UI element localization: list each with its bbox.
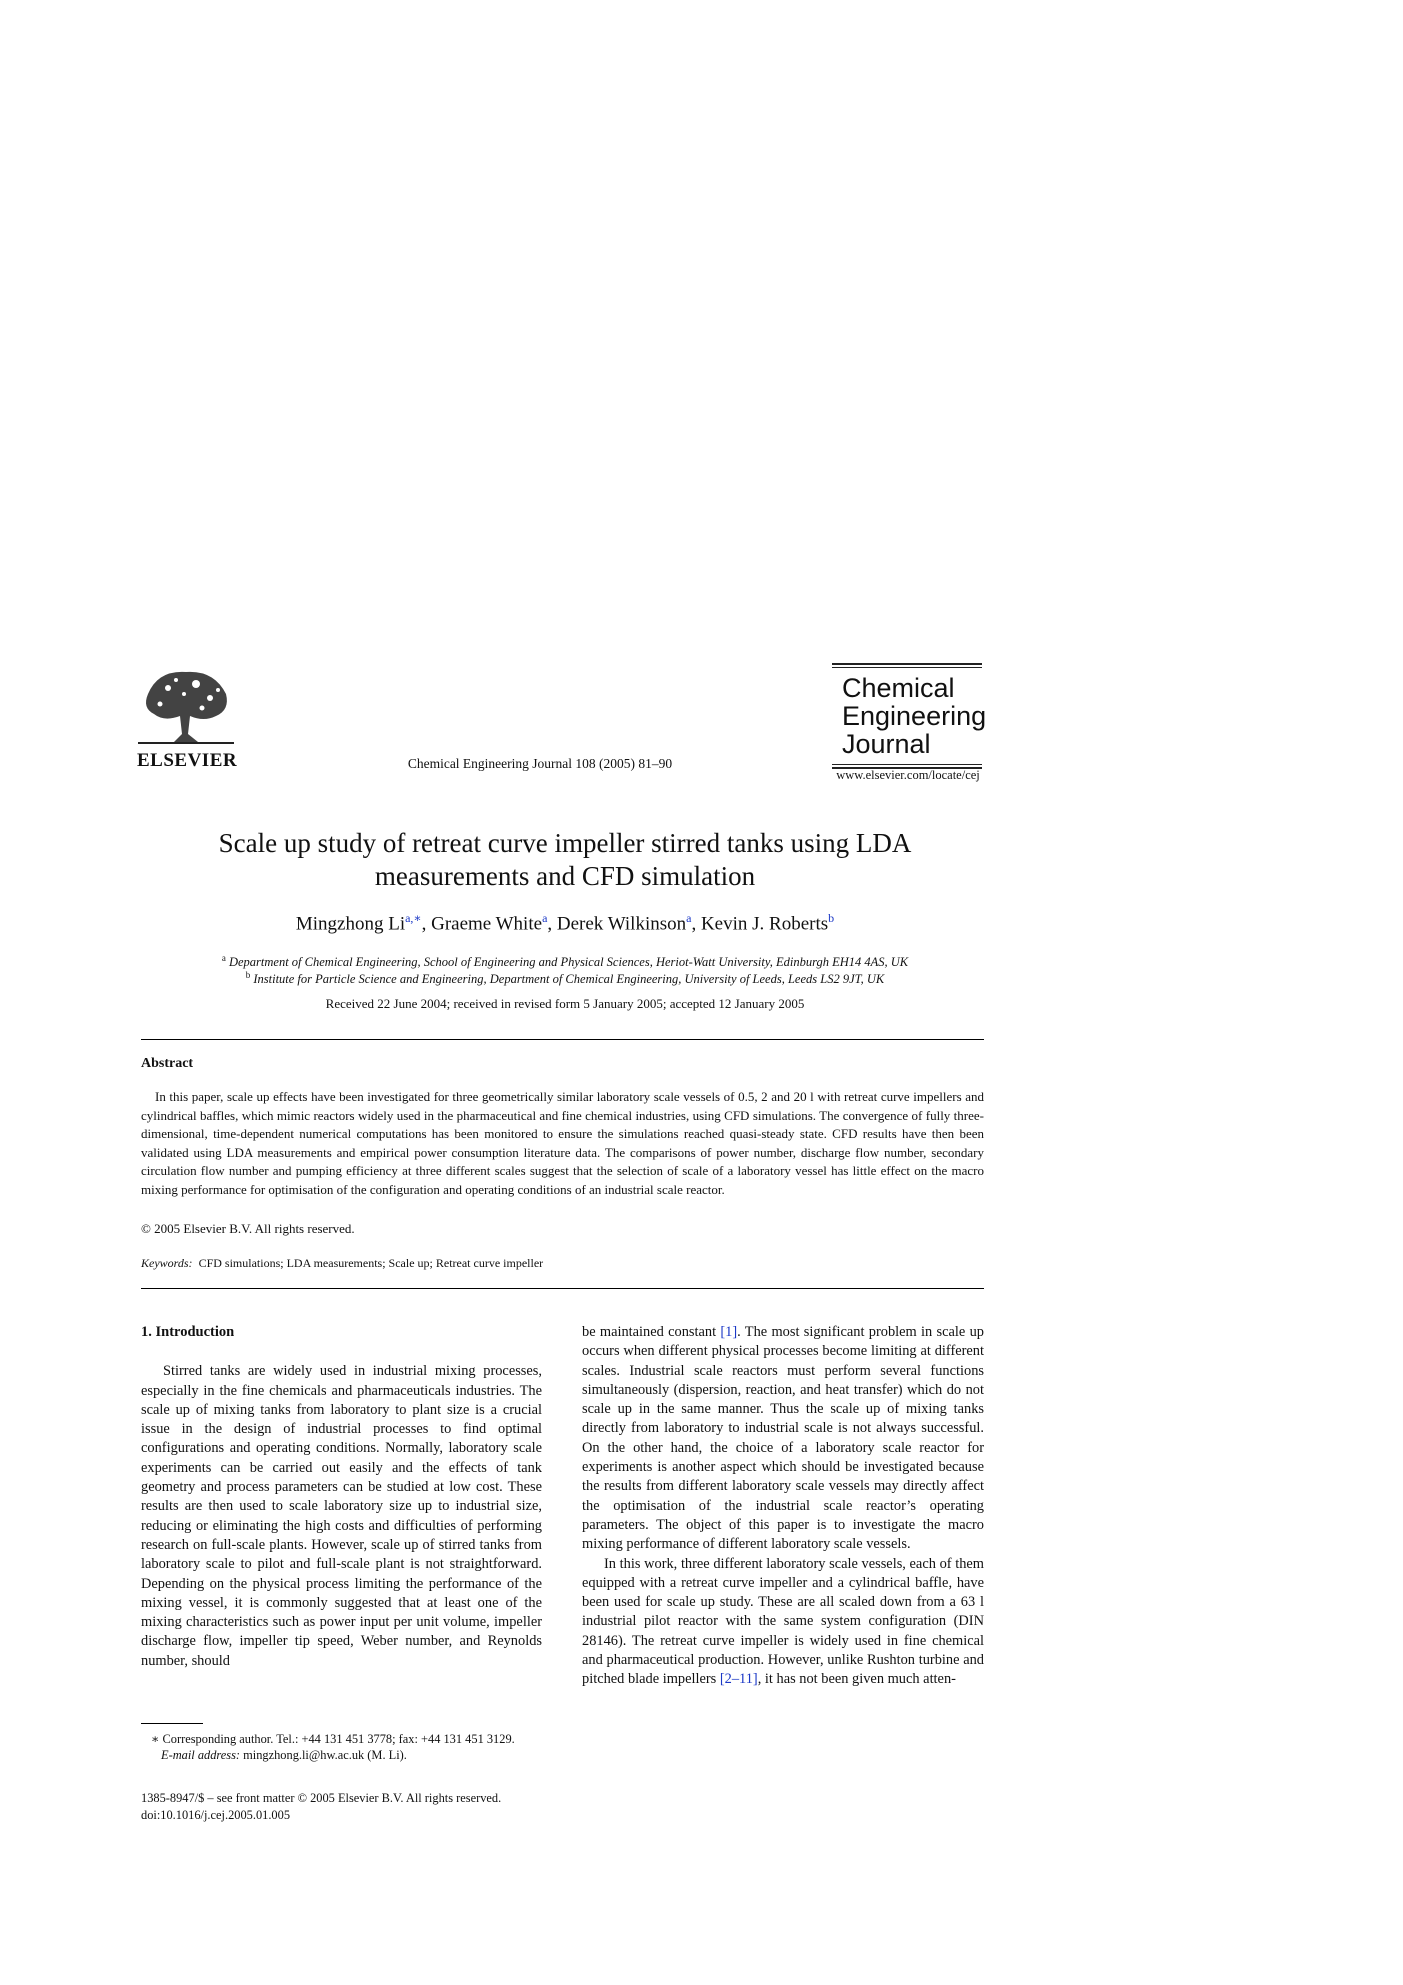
body-column-left: [141, 1323, 542, 1671]
author-affil-link[interactable]: a: [542, 911, 548, 925]
doi-line[interactable]: doi:10.1016/j.cej.2005.01.005: [141, 1808, 291, 1822]
email-label: E-mail address:: [161, 1748, 241, 1762]
author-separator: ,: [547, 913, 557, 935]
received-dates: Received 22 June 2004; received in revised form 5 January 2005; accepted 12 January 2005: [325, 996, 805, 1011]
paragraph-text: be maintained constant: [582, 1324, 721, 1340]
author-name: Mingzhong Li: [295, 913, 406, 935]
keywords-list: CFD simulations; LDA measurements; Scale up; Retreat curve impeller: [198, 1256, 544, 1270]
paragraph: [582, 1555, 984, 1690]
elsevier-tree-logo: [138, 664, 234, 748]
journal-citation: Chemical Engineering Journal 108 (2005) 81–90: [407, 756, 673, 771]
corresponding-author-note: ∗ Corresponding author. Tel.: +44 131 451 3778; fax: +44 131 451 3129.: [151, 1732, 515, 1746]
paragraph: Stirred tanks are widely used in industrial mixing processes, especially in the fine chemicals and pharmaceuticals industries. The scale up of mixing tanks from laboratory to plant size is a crucial issue in the design of industrial processes to find optimal configurations and operating conditions. Normally, laboratory scale experiments can be carried out easily and the effects of tank geometry and process parameters can be studied at low cost. These results are then used to scale laboratory size up to industrial size, reducing or eliminating the high costs and difficulties of performing research on full-scale plants. However, scale up of stirred tanks from laboratory scale to pilot and full-scale plant is not straightforward. Depending on the physical process limiting the performance of the mixing vessel, it is commonly suggested that at least one of the mixing characteristics such as power input per unit volume, impeller discharge flow, impeller tip speed, Weber number, and Reynolds number, should: [141, 1363, 542, 1669]
title-line-2: measurements and CFD simulation: [374, 861, 756, 891]
author-separator: ,: [421, 913, 432, 935]
author-affil-link[interactable]: b: [828, 911, 835, 925]
front-matter: [141, 1790, 501, 1824]
section-heading: 1. Introduction: [141, 1324, 235, 1340]
author-affil-link[interactable]: a,∗: [405, 911, 422, 925]
affiliation-mark: a: [221, 953, 226, 963]
paragraph-text: . The most significant problem in scale up occurs when different physical processes become limiting at different scales. Industrial scale reactors must perform several functions simultaneously (dispersion, reaction, and heat transfer) which do not scale up in the same manner. Thus the scale up of mixing tanks directly from laboratory to industrial scale is not always successful. On the other hand, the choice of a laboratory scale reactor for experiments is another aspect which should be investigated because the results from different laboratory scale vessels may directly affect the optimisation of the industrial scale reactor’s operating parameters. The object of this paper is to investigate the macro mixing performance of different laboratory scale vessels.: [582, 1324, 984, 1553]
journal-brand-logo: [832, 663, 987, 771]
keywords-label: Keywords:: [141, 1256, 193, 1270]
title-line-1: Scale up study of retreat curve impeller stirred tanks using LDA: [218, 828, 912, 858]
email-address[interactable]: mingzhong.li@hw.ac.uk (M. Li).: [240, 1748, 407, 1762]
divider: [141, 1288, 984, 1289]
citation-link[interactable]: [2–11]: [719, 1671, 758, 1688]
issn-line: 1385-8947/$ – see front matter © 2005 Elsevier B.V. All rights reserved.: [141, 1791, 502, 1805]
email-note: [141, 1747, 571, 1763]
affiliation-a: [150, 953, 980, 970]
author-affil-link[interactable]: a: [686, 911, 692, 925]
abstract-heading: Abstract: [141, 1056, 194, 1071]
paragraph-text: , it has not been given much atten-: [757, 1671, 956, 1688]
affiliation-mark: b: [245, 970, 251, 980]
publisher-logo-text: ELSEVIER: [137, 750, 238, 771]
paper-title: [150, 827, 980, 893]
brand-line-1: Chemical: [842, 673, 955, 703]
author-separator: ,: [691, 913, 701, 935]
keywords: [141, 1256, 543, 1271]
affiliation-b: [150, 970, 980, 987]
brand-line-2: Engineering: [842, 701, 987, 731]
divider: [141, 1039, 984, 1040]
author-list: [150, 911, 980, 935]
affiliation-text: Department of Chemical Engineering, School of Engineering and Physical Sciences, Heriot-Watt University, Edinburgh EH14 4AS, UK: [228, 955, 909, 970]
brand-line-3: Journal: [842, 729, 931, 759]
citation-link[interactable]: [1]: [720, 1324, 738, 1340]
footnote-divider: [141, 1723, 203, 1724]
author-name: Kevin J. Roberts: [700, 913, 829, 935]
author-name: Derek Wilkinson: [556, 913, 687, 935]
paragraph: [582, 1323, 984, 1555]
copyright-notice: © 2005 Elsevier B.V. All rights reserved.: [141, 1221, 355, 1236]
paragraph-text: In this work, three different laboratory scale vessels, each of them equipped with a retreat curve impeller and a cylindrical baffle, have been used for scale up study. These are all scaled down from a 63 l industrial pilot reactor with the same system configuration (DIN 28146). The retreat curve impeller is widely used in fine chemical and pharmaceutical production. However, unlike Rushton turbine and pitched blade impellers: [582, 1555, 984, 1688]
author-name: Graeme White: [431, 913, 543, 935]
affiliation-text: Institute for Particle Science and Engineering, Department of Chemical Engineering, University of Leeds, Leeds LS2 9JT, UK: [253, 972, 885, 987]
body-column-right: [582, 1323, 984, 1690]
abstract-body: In this paper, scale up effects have been investigated for three geometrically similar laboratory scale vessels of 0.5, 2 and 20 l with retreat curve impellers and cylindrical baffles, which mimic reactors widely used in the pharmaceutical and fine chemical industries, using CFD simulations. The convergence of fully three-dimensional, time-dependent numerical computations has been monitored to ensure the simulations reached quasi-steady state. CFD results have then been validated using LDA measurements and empirical power consumption literature data. The comparisons of power number, discharge flow number, secondary circulation flow number and pumping efficiency at three different scales suggest that the selection of scale of a laboratory vessel has little effect on the macro mixing performance for optimisation of the configuration and operating conditions of an industrial scale reactor.: [141, 1089, 984, 1197]
journal-url[interactable]: www.elsevier.com/locate/cej: [836, 768, 980, 782]
